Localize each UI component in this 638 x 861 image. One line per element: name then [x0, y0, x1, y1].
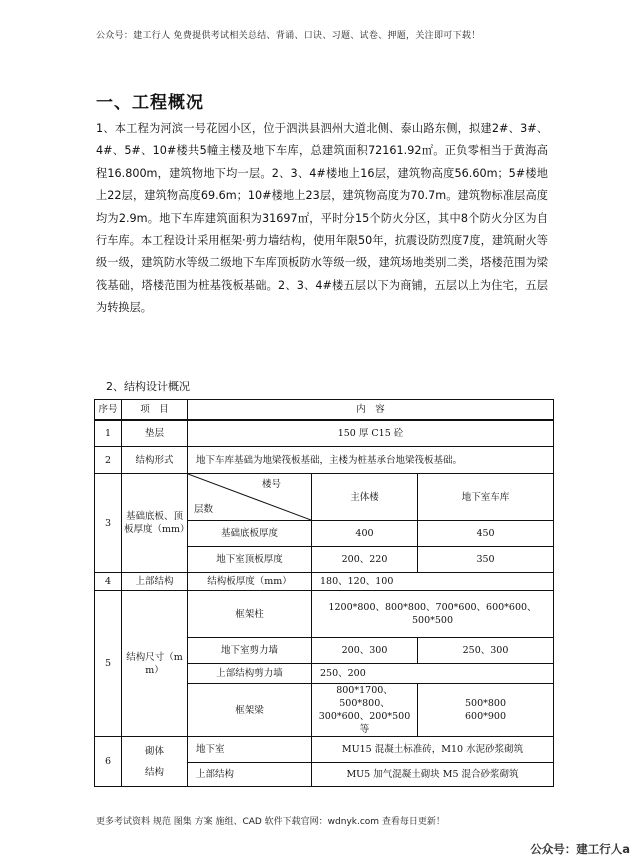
sub-label: 上部结构剪力墙	[188, 664, 312, 684]
row-no: 6	[95, 737, 122, 787]
sub-value: 250、200	[312, 664, 554, 684]
page-footer-note: 更多考试资料 规范 图集 方案 施组、CAD 软件下载官网：wdnyk.com 查看每日更新！	[96, 817, 445, 827]
section-title-overview: 一、工程概况	[96, 93, 204, 113]
sub-label: 框架梁	[188, 684, 312, 737]
sub-value-line: 600*900	[465, 711, 507, 722]
sub-value-b: 450	[418, 521, 554, 547]
sub-label: 框架柱	[188, 591, 312, 638]
table-row	[95, 474, 554, 521]
sub-value-b: 350	[418, 547, 554, 573]
header-content: 内 容	[188, 400, 554, 420]
row-item-line: 结构	[144, 766, 164, 778]
page-header-note: 公众号：建工行人 免费提供考试相关总结、背诵、口诀、习题、试卷、押题，关注即可下载！	[96, 31, 481, 41]
sub-label: 地下室顶板厚度	[188, 547, 312, 573]
sub-value: MU5 加气混凝土砌块 M5 混合砂浆砌筑	[312, 763, 554, 787]
sub-label: 基础底板厚度	[188, 521, 312, 547]
sub-label: 地下室剪力墙	[188, 638, 312, 664]
table-row	[95, 737, 554, 763]
watermark-text: 公众号：建工行人a	[530, 842, 630, 856]
sub-label: 上部结构	[188, 763, 312, 787]
table-row	[95, 591, 554, 638]
sub-value: 1200*800、800*800、700*600、600*600、500*500	[312, 591, 554, 638]
sub-value-a: 200、220	[312, 547, 418, 573]
row-content: 地下车库基础为地梁筏板基础，主楼为桩基承台地梁筏板基础。	[188, 447, 554, 474]
sub-value-line: 800*1700、500*800、	[336, 685, 393, 709]
sub-value-b: 250、300	[418, 638, 554, 664]
sub-value-a: 400	[312, 521, 418, 547]
overview-paragraph	[96, 118, 548, 320]
table-row	[95, 420, 554, 447]
sub-value-line: 300*600、200*500 等	[318, 711, 411, 735]
sub-label: 结构板厚度（mm）	[188, 573, 312, 591]
diag-bottom-label: 层数	[194, 504, 214, 515]
overview-text: 1、本工程为河滨一号花园小区，位于泗洪县泗州大道北侧、泰山路东侧，拟建2#、3#、4#、5#、10#楼共5幢主楼及地下车库，总建筑面积72161.92㎡。正负零相当于黄海高程16.800m，建筑物地下均一层。2、3、4#楼地上16层，建筑物高度56.60m；5#楼地上22层，建筑物高度69.6m；10#楼地上23层，建筑物高度为70.7m。建筑物标准层高度均为2.9m。地下车库建筑面积为31697㎡，平时分15个防火分区，其中8个防火分区为自行车库。本工程设计采用框架·剪力墙结构，使用年限50年，抗震设防烈度7度，建筑耐火等级一级，建筑防水等级二级地下车库顶板防水等级一级，建筑场地类别二类，塔楼范围为梁筏基础，塔楼范围为桩基筏板基础。2、3、4#楼五层以下为商铺，五层以上为住宅，五层为转换层。	[96, 122, 548, 315]
header-no: 序号	[95, 400, 122, 420]
col-main-building: 主体楼	[312, 474, 418, 521]
sub-value-line: 500*800	[465, 698, 507, 709]
section-title-structure: 2、结构设计概况	[106, 380, 190, 393]
row-item-line: 砌体	[144, 745, 164, 757]
structure-table	[94, 399, 554, 787]
row-item	[122, 737, 188, 787]
row-no: 4	[95, 573, 122, 591]
row-content: 150 厚 C15 砼	[188, 420, 554, 447]
col-basement-garage: 地下室车库	[418, 474, 554, 521]
row-no: 5	[95, 591, 122, 737]
table-row	[95, 447, 554, 474]
row-no: 3	[95, 474, 122, 573]
sub-label: 地下室	[188, 737, 312, 763]
row-item: 上部结构	[122, 573, 188, 591]
sub-value-a	[312, 684, 418, 737]
row-item: 结构形式	[122, 447, 188, 474]
diag-top-label: 楼号	[261, 479, 281, 490]
sub-value-b	[418, 684, 554, 737]
table-row	[95, 573, 554, 591]
table-header-row	[95, 400, 554, 420]
header-item: 项 目	[122, 400, 188, 420]
sub-value: MU15 混凝土标准砖，M10 水泥砂浆砌筑	[312, 737, 554, 763]
row-no: 1	[95, 420, 122, 447]
row-item: 垫层	[122, 420, 188, 447]
row-item: 基础底板、顶板厚度（mm）	[122, 474, 188, 573]
row-no: 2	[95, 447, 122, 474]
row-item: 结构尺寸（m m）	[122, 591, 188, 737]
sub-value-a: 200、300	[312, 638, 418, 664]
row-content: 180、120、100	[312, 573, 554, 591]
diagonal-header-cell	[188, 474, 312, 521]
